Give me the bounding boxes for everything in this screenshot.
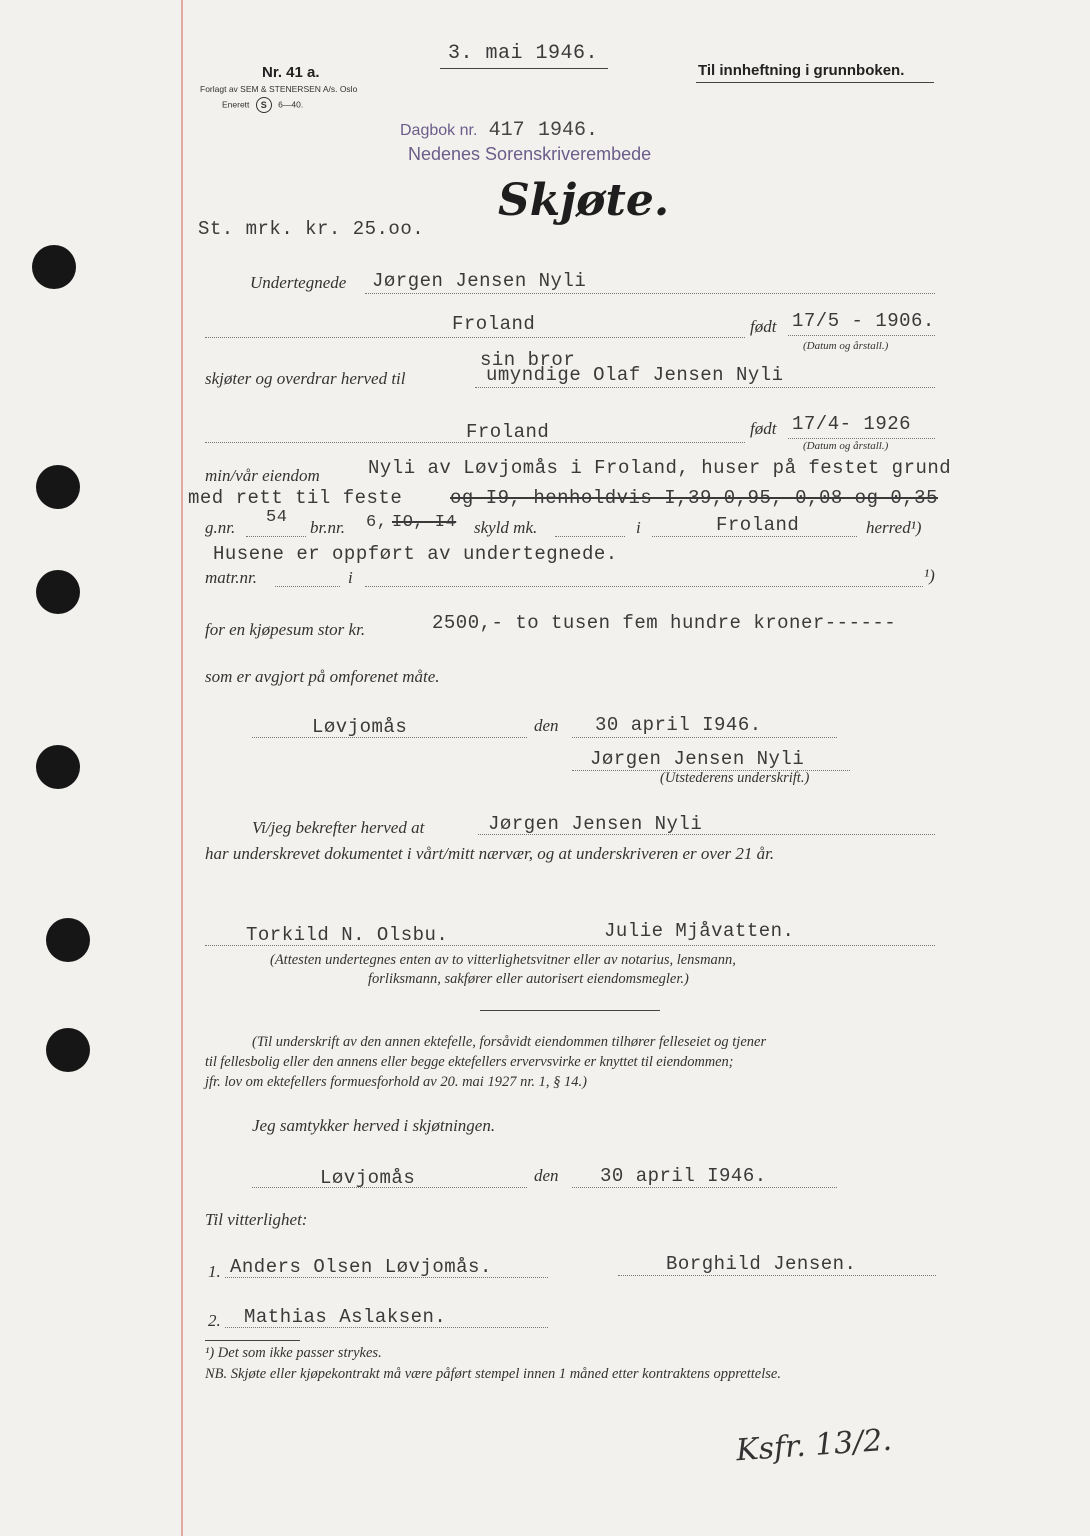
spouse-note-2: til fellesbolig eller den annens eller begge ektefellers ervervsvirke er knyttet til eiendommen;: [205, 1054, 734, 1070]
document-title: Skjøte.: [498, 175, 670, 226]
attest-name: Jørgen Jensen Nyli: [488, 813, 703, 835]
seller-born-line: [788, 335, 935, 336]
attest-label: Vi/jeg bekrefter herved at: [252, 818, 425, 837]
herred-i-label: i: [636, 518, 641, 537]
consenter-line: [618, 1275, 936, 1276]
property-note: Husene er oppført av undertegnede.: [213, 543, 618, 565]
publisher-logo-icon: S: [256, 97, 272, 113]
buyer-born-label: født: [750, 419, 777, 438]
buyer-born-line: [788, 438, 935, 439]
form-number: Nr. 41 a.: [262, 64, 320, 81]
consent-witness-1-line: [225, 1277, 548, 1278]
journal-number: 417: [488, 119, 525, 142]
spouse-note-1: (Til underskrift av den annen ektefelle, forsåvidt eiendommen tilhører felleseiet og tjener: [252, 1034, 767, 1050]
property-struck-text: og I9, henholdvis I,39,0,95, 0,08 og 0,35: [450, 487, 938, 509]
gnr-line: [246, 536, 306, 537]
signing-date: 30 april I946.: [595, 714, 762, 736]
margin-rule: [181, 0, 183, 1536]
signing-den: den: [534, 716, 559, 735]
section-divider: [480, 1010, 660, 1011]
skyld-line: [555, 536, 625, 537]
buyer-name-line: [475, 387, 935, 388]
buyer-place: Froland: [466, 421, 550, 443]
consenter-name: Borghild Jensen.: [666, 1253, 857, 1275]
seller-date-hint: (Datum og årstall.): [803, 340, 889, 352]
footnote-2: NB. Skjøte eller kjøpekontrakt må være påført stempel innen 1 måned etter kontraktens opprettelse.: [205, 1366, 781, 1382]
stamp-duty: St. mrk. kr. 25.oo.: [198, 218, 425, 240]
buyer-place-line: [205, 442, 745, 443]
property-text-2: med rett til feste: [188, 487, 403, 509]
attest-name-line: [478, 834, 935, 835]
matr-label: matr.nr.: [205, 568, 257, 587]
punch-hole-1: [32, 245, 76, 289]
gnr-value: 54: [266, 508, 288, 527]
gnr-label: g.nr.: [205, 518, 236, 537]
herred-label: herred¹): [866, 518, 922, 537]
attest-witness-1: Torkild N. Olsbu.: [246, 924, 449, 946]
herred-line: [652, 536, 857, 537]
witness-number-1: 1.: [208, 1262, 221, 1281]
matr-i-line: [365, 586, 923, 587]
publisher-name: Forlagt av SEM & STENERSEN A/s. Oslo: [200, 84, 358, 94]
bnr-value: 6,: [366, 513, 388, 532]
signing-place-line: [252, 737, 527, 738]
footnote-1: ¹) Det som ikke passer strykes.: [205, 1345, 382, 1361]
punch-hole-4: [36, 745, 80, 789]
witness-number-2: 2.: [208, 1311, 221, 1330]
journal-label: Dagbok nr.: [400, 122, 478, 139]
publisher-rights: [222, 97, 303, 113]
buyer-name: umyndige Olaf Jensen Nyli: [486, 364, 784, 386]
publisher-line: [200, 84, 357, 94]
transfer-label: skjøter og overdrar herved til: [205, 369, 406, 388]
punch-hole-3: [36, 570, 80, 614]
consent-den: den: [534, 1166, 559, 1185]
price-label: for en kjøpesum stor kr.: [205, 620, 366, 639]
seller-place-line: [205, 337, 745, 338]
seller-born-date: 17/5 - 1906.: [792, 310, 935, 332]
consent-place: Løvjomås: [320, 1167, 416, 1189]
attest-note-2: forliksmann, sakfører eller autorisert eiendomsmegler.): [368, 971, 689, 987]
journal-year: 1946.: [537, 119, 598, 142]
buyer-born-date: 17/4- 1926: [792, 413, 912, 435]
attest-witness-2: Julie Mjåvatten.: [604, 920, 795, 942]
price-settled: som er avgjort på omforenet måte.: [205, 667, 440, 686]
consent-text: Jeg samtykker herved i skjøtningen.: [252, 1116, 496, 1135]
buyer-date-hint: (Datum og årstall.): [803, 440, 889, 452]
consent-witness-2-line: [225, 1327, 548, 1328]
seller-name: Jørgen Jensen Nyli: [372, 270, 587, 292]
signer-name: Jørgen Jensen Nyli: [590, 748, 805, 770]
seller-place: Froland: [452, 313, 536, 335]
handwritten-annotation: Ksfr. 13/2.: [734, 1422, 893, 1469]
signing-date-line: [572, 737, 837, 738]
consent-witness-2: Mathias Aslaksen.: [244, 1306, 447, 1328]
seller-name-line: [365, 293, 935, 294]
signing-place: Løvjomås: [312, 716, 408, 738]
matr-line: [275, 586, 340, 587]
consent-date-line: [572, 1187, 837, 1188]
bnr-label: br.nr.: [310, 518, 345, 537]
consent-witness-1: Anders Olsen Løvjomås.: [230, 1256, 492, 1278]
binding-note-line: [696, 82, 934, 83]
bnr-struck-value: IO, I4: [392, 513, 457, 532]
document-date-line: [440, 68, 608, 69]
consent-place-line: [252, 1187, 527, 1188]
attest-note-1: (Attesten undertegnes enten av to vitterlighetsvitner eller av notarius, lensmann,: [270, 952, 736, 968]
matr-end: ¹): [924, 566, 935, 585]
price-value: 2500,- to tusen fem hundre kroner------: [432, 612, 897, 634]
journal-stamp: [400, 119, 598, 142]
publisher-enerett: Enerett: [222, 99, 250, 110]
footnote-rule: [205, 1340, 300, 1341]
property-text-1: Nyli av Løvjomås i Froland, huser på festet grund: [368, 457, 952, 479]
consent-date: 30 april I946.: [600, 1165, 767, 1187]
witness-label: Til vitterlighet:: [205, 1210, 308, 1229]
attest-witness-line: [205, 945, 935, 946]
binding-note: Til innheftning i grunnboken.: [698, 62, 905, 79]
attest-text: har underskrevet dokumentet i vårt/mitt nærvær, og at underskriveren er over 21 år.: [205, 844, 775, 863]
publisher-code: 6—40.: [278, 99, 304, 110]
seller-born-label: født: [750, 317, 777, 336]
punch-hole-5: [46, 918, 90, 962]
matr-i-label: i: [348, 568, 353, 587]
herred-value: Froland: [716, 514, 800, 536]
skyld-label: skyld mk.: [474, 518, 538, 537]
punch-hole-6: [46, 1028, 90, 1072]
signer-hint: (Utstederens underskrift.): [660, 770, 810, 786]
transfer-insert: sin bror: [480, 349, 576, 371]
spouse-note-3: jfr. lov om ektefellers formuesforhold av 20. mai 1927 nr. 1, § 14.): [205, 1074, 587, 1090]
document-date: 3. mai 1946.: [448, 42, 599, 65]
punch-hole-2: [36, 465, 80, 509]
property-label: min/vår eiendom: [205, 466, 320, 485]
office-stamp: Nedenes Sorenskriverembede: [408, 144, 652, 164]
seller-label: Undertegnede: [250, 273, 347, 292]
